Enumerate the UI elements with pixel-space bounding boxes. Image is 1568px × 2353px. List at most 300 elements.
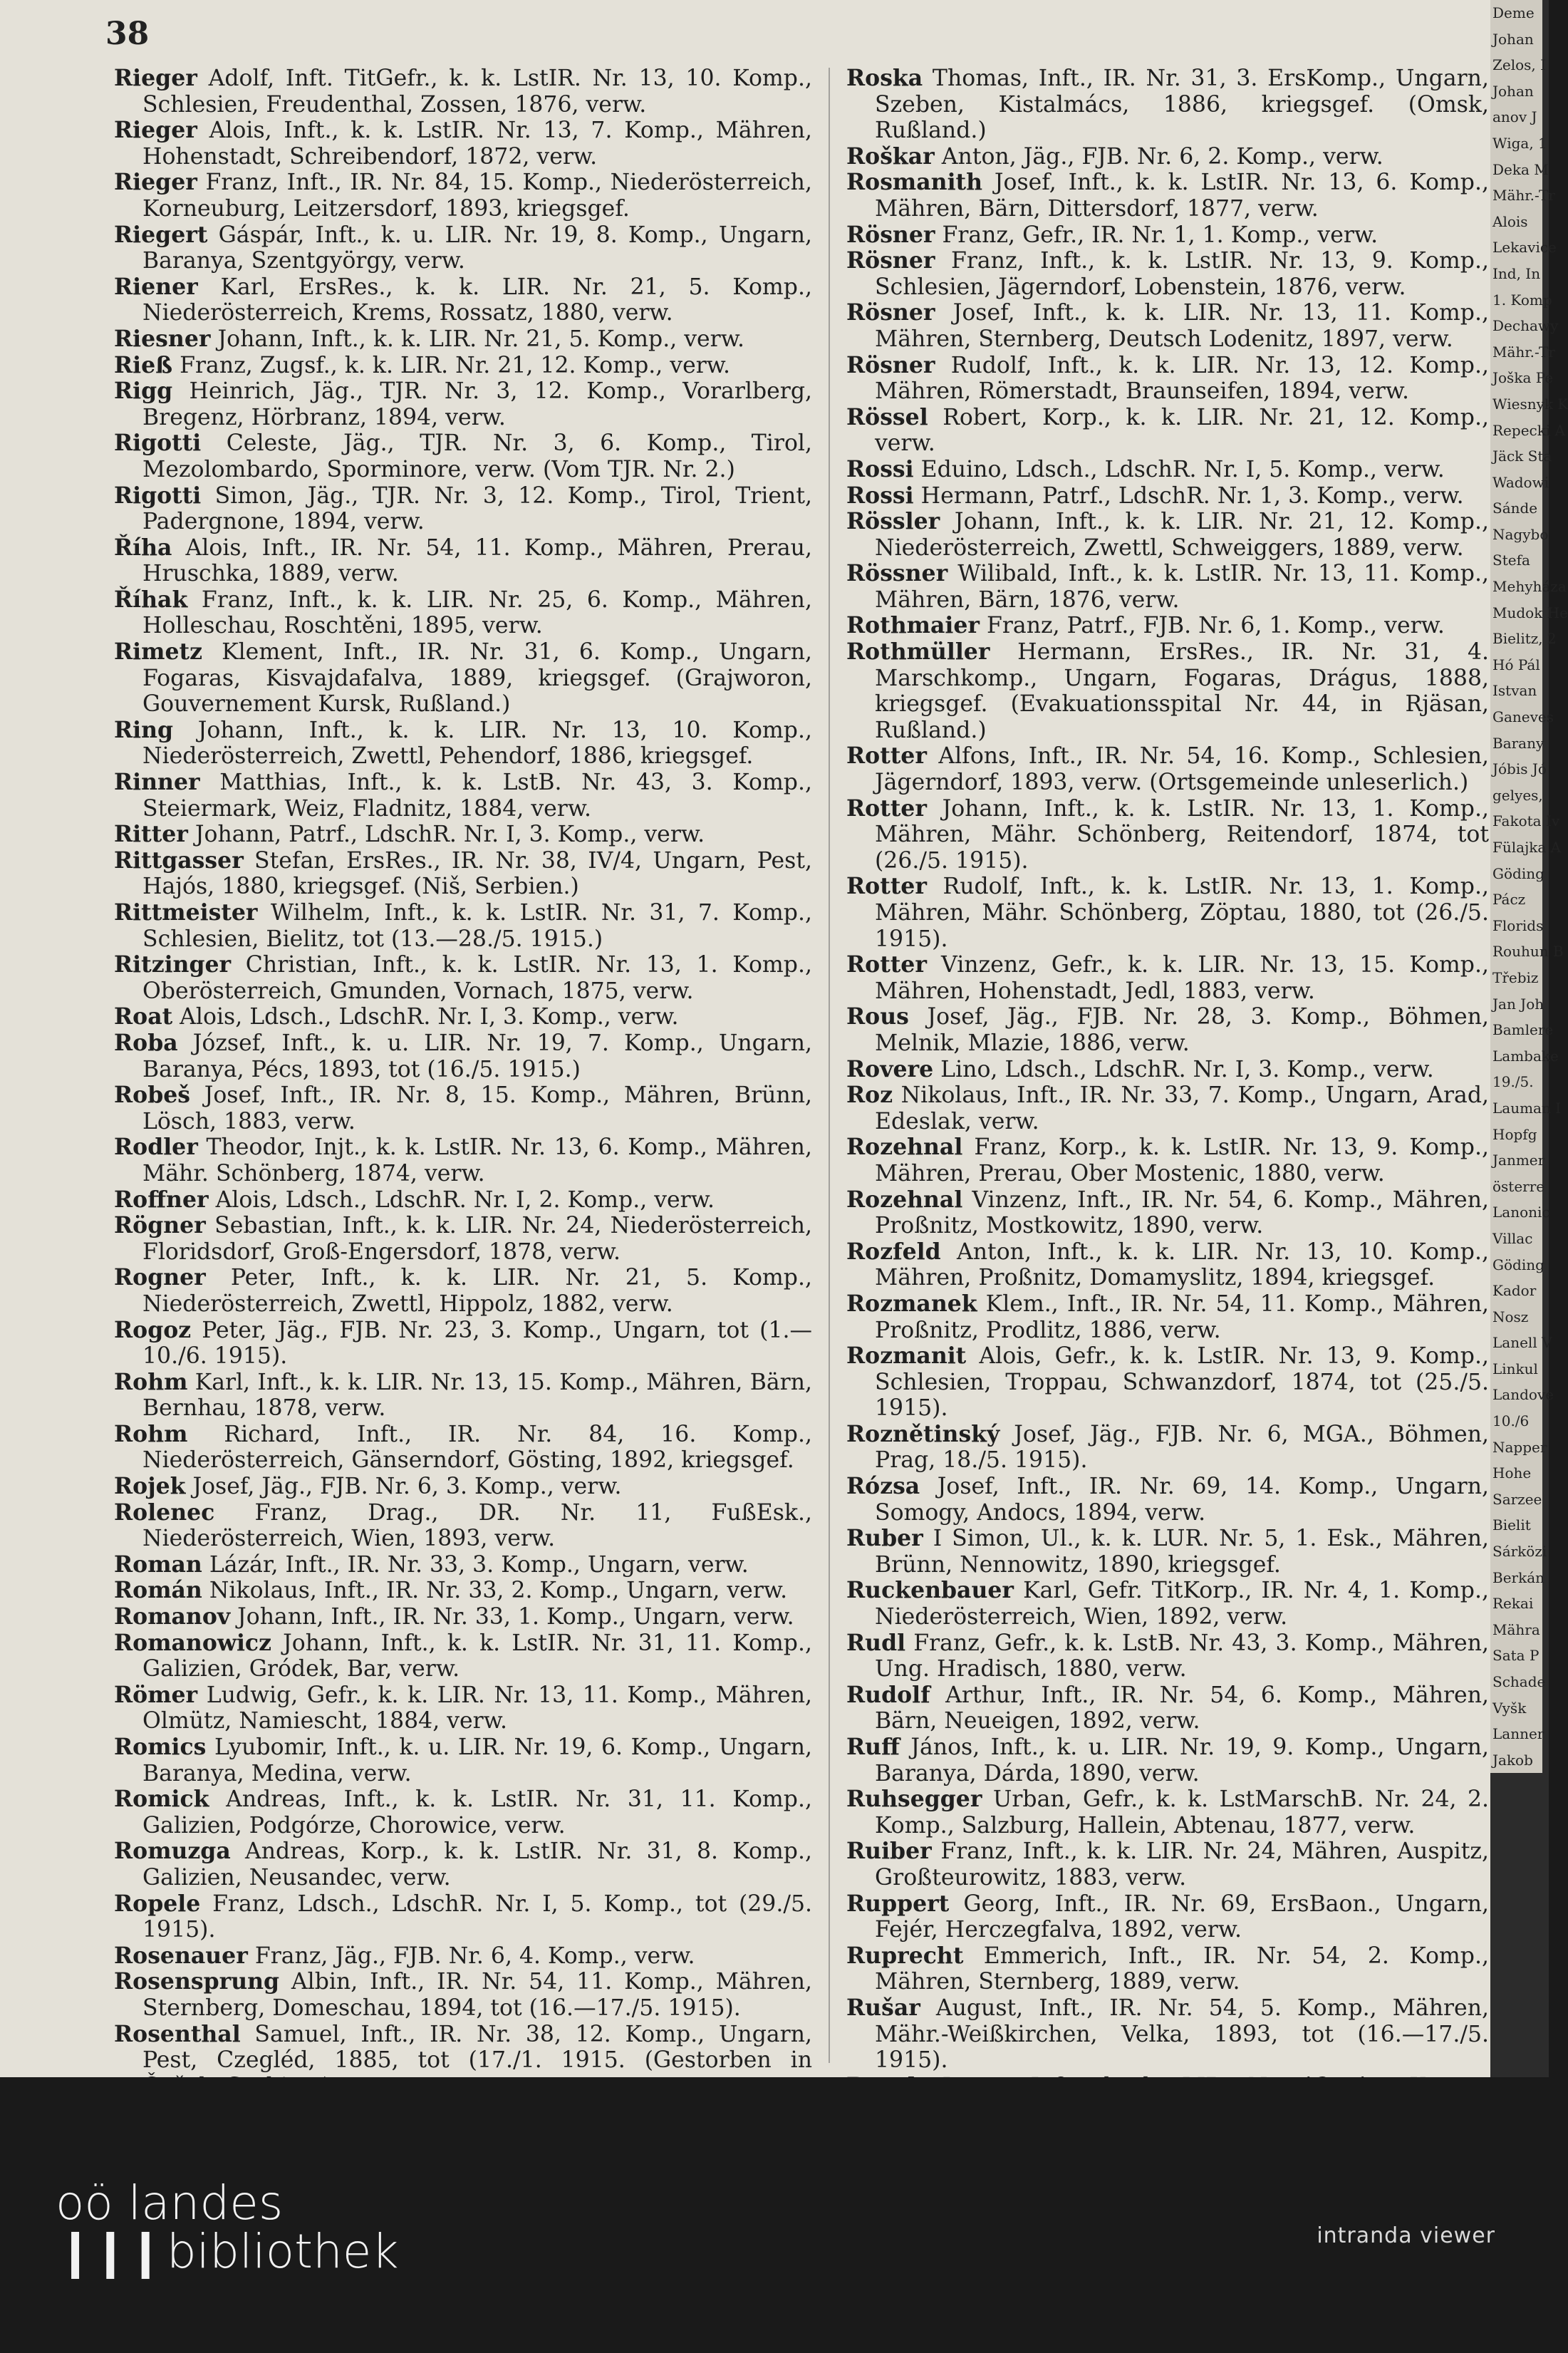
edge-text-fragment: Janmer (1490, 1147, 1542, 1174)
entry-surname: Rigg (114, 378, 173, 405)
register-entry (114, 535, 812, 587)
entry-details: Johann, Inft., k. k. LstIR. Nr. 13, 1. Komp., Mähren, Mähr. Schönberg, Reitendorf, 1874, tot (26./5. 1915). (875, 795, 1489, 874)
entry-surname: Rozmanek (846, 1290, 977, 1317)
entry-surname: Ruprecht (846, 1942, 964, 1969)
edge-text-fragment: Johan (1490, 78, 1542, 105)
entry-surname: Rigotti (114, 430, 202, 457)
entry-surname: Ruber (846, 1525, 923, 1552)
entry-surname: Říhak (114, 586, 188, 613)
register-entry (846, 1943, 1489, 1995)
register-entry (846, 1004, 1489, 1056)
register-entry (114, 222, 812, 274)
entry-surname: Rous (846, 1003, 909, 1030)
register-entry (114, 1891, 812, 1943)
entry-details: Peter, Inft., k. k. LIR. Nr. 21, 5. Komp., Niederösterreich, Zwettl, Hippolz, 1882, verw. (142, 1265, 812, 1317)
entry-surname: Rózsa (846, 1473, 920, 1500)
edge-text-fragment: Deka M (1490, 157, 1542, 183)
register-entry (114, 1082, 812, 1134)
register-entry (846, 1057, 1489, 1083)
edge-text-fragment: Hohe (1490, 1460, 1542, 1486)
edge-text-fragment: Dechawy (1490, 313, 1542, 339)
entry-surname: Rössler (846, 508, 940, 535)
logo-line-1: oö landes (56, 2176, 284, 2230)
edge-text-fragment: 19./5. (1490, 1069, 1542, 1095)
edge-text-fragment: Jóbis Jó (1490, 756, 1542, 782)
adjacent-page-edge (1490, 0, 1568, 2077)
register-entry (846, 1134, 1489, 1186)
entry-surname: Ritter (114, 821, 188, 848)
edge-text-fragment: Vyšk (1490, 1695, 1542, 1722)
register-entry (114, 118, 812, 170)
entry-surname: Rieß (114, 351, 173, 378)
entry-surname: Roman (114, 1551, 202, 1578)
edge-text-fragment: Lanell V (1490, 1330, 1542, 1356)
register-entry (114, 1578, 812, 1604)
entry-surname: Rudl (846, 1629, 906, 1656)
entry-details: Heinrich, Jäg., TJR. Nr. 3, 12. Komp., Vorarlberg, Bregenz, Hörbranz, 1894, verw. (142, 378, 812, 430)
entry-details: Thomas, Inft., IR. Nr. 31, 3. ErsKomp., Ungarn, Szeben, Kistalmács, 1886, kriegsgef. (Omsk, Rußland.) (875, 66, 1489, 144)
column-divider (829, 68, 830, 2063)
register-entry (114, 1630, 812, 1682)
register-entry (846, 1786, 1489, 1839)
entry-surname: Ring (114, 716, 174, 743)
register-entry (114, 718, 812, 770)
register-entry (846, 1630, 1489, 1682)
edge-text-fragment: Lanonic (1490, 1199, 1542, 1226)
entry-details: Franz, Inft., k. k. LstIR. Nr. 13, 9. Komp., Schlesien, Jägerndorf, Lobenstein, 1876, verw. (875, 248, 1489, 300)
entry-details: Johann, Inft., k. k. LIR. Nr. 21, 12. Komp., Niederösterreich, Zwettl, Schweiggers, 1889, verw. (875, 509, 1489, 561)
entry-surname: Rösner (846, 351, 935, 378)
entry-surname: Riesner (114, 325, 211, 352)
entry-surname: Rotter (846, 743, 927, 770)
register-entry (114, 587, 812, 639)
entry-details: János, Inft., k. u. LIR. Nr. 19, 9. Komp., Ungarn, Baranya, Dárda, 1890, verw. (875, 1734, 1489, 1786)
edge-text-fragment: Ganeves (1490, 704, 1542, 730)
register-entry (846, 222, 1489, 249)
entry-details: Rudolf, Inft., k. k. LstIR. Nr. 13, 1. Komp., Mähren, Mähr. Schönberg, Zöptau, 1880, tot (26./5. 1915). (875, 874, 1489, 952)
entry-details: Josef, Jäg., FJB. Nr. 28, 3. Komp., Böhmen, Melnik, Mlazie, 1886, verw. (875, 1004, 1489, 1056)
entry-surname: Römer (114, 1681, 198, 1708)
entry-details: Richard, Inft., IR. Nr. 84, 16. Komp., Niederösterreich, Gänserndorf, Gösting, 1892, kriegsgef. (142, 1421, 812, 1474)
edge-text-fragment: anov J (1490, 104, 1542, 130)
entry-surname: Rössner (846, 560, 948, 587)
entry-details: Karl, ErsRes., k. k. LIR. Nr. 21, 5. Komp., Niederösterreich, Krems, Rossatz, 1880, verw. (142, 274, 812, 326)
entry-details: Josef, Inft., k. k. LIR. Nr. 13, 11. Komp., Mähren, Sternberg, Deutsch Lodenitz, 1897, verw. (875, 300, 1489, 352)
register-entry (846, 1995, 1489, 2074)
register-entry (846, 353, 1489, 405)
register-entry (114, 1134, 812, 1186)
edge-text-fragment: Barany (1490, 730, 1542, 757)
entry-details: Simon, Jäg., TJR. Nr. 3, 12. Komp., Tirol, Trient, Padergnone, 1894, verw. (142, 482, 812, 535)
edge-text-fragment: Sánde (1490, 495, 1542, 522)
edge-text-fragment: Hó Pál (1490, 652, 1542, 678)
entry-details: Franz, Gefr., IR. Nr. 1, 1. Komp., verw. (935, 222, 1379, 248)
register-entry (846, 405, 1489, 457)
register-entry (114, 770, 812, 822)
edge-text-fragment: Lekavice (1490, 234, 1542, 261)
entry-details: Ludwig, Gefr., k. k. LIR. Nr. 13, 11. Komp., Mähren, Olmütz, Namiescht, 1884, verw. (142, 1682, 812, 1734)
entry-surname: Rohm (114, 1420, 188, 1447)
entry-details: Celeste, Jäg., TJR. Nr. 3, 6. Komp., Tirol, Mezolombardo, Sporminore, verw. (Vom TJR. Nr. 2.) (142, 430, 812, 482)
edge-text-fragment: Bielit (1490, 1512, 1542, 1538)
entry-details: Vinzenz, Gefr., k. k. LIR. Nr. 13, 15. Komp., Mähren, Hohenstadt, Jedl, 1883, verw. (875, 952, 1489, 1004)
entry-details: József, Inft., k. u. LIR. Nr. 19, 7. Komp., Ungarn, Baranya, Pécs, 1893, tot (16./5. 1915.) (142, 1030, 812, 1082)
entry-details: Matthias, Inft., k. k. LstB. Nr. 43, 3. Komp., Steiermark, Weiz, Fladnitz, 1884, verw. (142, 770, 812, 822)
edge-text-fragment: Berkán (1490, 1565, 1542, 1591)
entry-surname: Rothmüller (846, 638, 990, 666)
edge-text-fragment: Jakob (1490, 1747, 1542, 1774)
edge-text-fragment: Fülajka A (1490, 834, 1542, 861)
entry-details: Alois, Inft., IR. Nr. 54, 11. Komp., Mähren, Prerau, Hruschka, 1889, verw. (142, 534, 812, 587)
register-entry (846, 170, 1489, 222)
entry-details: Alois, Inft., k. k. LstIR. Nr. 13, 7. Komp., Mähren, Hohenstadt, Schreibendorf, 1872, verw. (142, 118, 812, 170)
register-entry (114, 170, 812, 222)
entry-surname: Roba (114, 1029, 178, 1056)
edge-text-fragment: Pácz (1490, 886, 1542, 913)
register-entry (114, 639, 812, 718)
edge-text-fragment: Lauman I (1490, 1095, 1542, 1122)
entry-details: Franz, Patrf., FJB. Nr. 6, 1. Komp., verw. (980, 613, 1445, 639)
entry-surname: Romuzga (114, 1838, 231, 1865)
edge-text-fragment: Linkul (1490, 1356, 1542, 1382)
register-entry (114, 1604, 812, 1630)
edge-text-fragment: Bamlere (1490, 1017, 1542, 1043)
register-entry (846, 952, 1489, 1004)
edge-text-fragment: 10./6 (1490, 1408, 1542, 1434)
entry-surname: Rossi (846, 482, 914, 509)
register-entry (846, 874, 1489, 952)
edge-text-fragment: Nosz (1490, 1304, 1542, 1330)
edge-text-fragment: Wadowi (1490, 470, 1542, 496)
entry-details: Josef, Inft., k. k. LstIR. Nr. 13, 6. Komp., Mähren, Bärn, Dittersdorf, 1877, verw. (875, 170, 1489, 222)
register-entry (846, 1682, 1489, 1734)
edge-text-fragment: Rouhun B (1490, 938, 1542, 965)
entry-surname: Rösner (846, 247, 935, 274)
entry-surname: Rothmaier (846, 612, 980, 639)
entry-surname: Rösner (846, 221, 935, 248)
entry-details: Rudolf, Inft., k. k. LIR. Nr. 13, 12. Komp., Mähren, Römerstadt, Braunseifen, 1894, verw. (875, 352, 1489, 405)
register-entry (114, 274, 812, 326)
register-entry (846, 1891, 1489, 1943)
register-entry (114, 483, 812, 535)
entry-details: Urban, Gefr., k. k. LstMarschB. Nr. 24, 2. Komp., Salzburg, Hallein, Abtenau, 1877, verw. (875, 1786, 1489, 1839)
edge-text-fragment: Sarzee (1490, 1486, 1542, 1513)
register-entry (846, 1343, 1489, 1422)
entry-details: Peter, Jäg., FJB. Nr. 23, 3. Komp., Ungarn, tot (1.—10./6. 1915). (142, 1317, 812, 1370)
register-entry (114, 1969, 812, 2021)
entry-surname: Rojek (114, 1473, 186, 1500)
register-entry (846, 796, 1489, 874)
entry-surname: Ruppert (846, 1890, 950, 1917)
entry-details: Karl, Gefr. TitKorp., IR. Nr. 4, 1. Komp., Niederösterreich, Wien, 1892, verw. (875, 1578, 1489, 1630)
register-entry (846, 1239, 1489, 1291)
entry-surname: Riener (114, 273, 198, 300)
entry-surname: Rieger (114, 65, 197, 91)
entry-surname: Román (114, 1577, 202, 1604)
entry-details: Josef, Jäg., FJB. Nr. 6, MGA., Böhmen, Prag, 18./5. 1915). (875, 1421, 1489, 1474)
edge-text-fragment: Mähr.-Tr (1490, 182, 1542, 209)
register-entry (114, 848, 812, 900)
entry-details: Sebastian, Inft., k. k. LIR. Nr. 24, Niederösterreich, Floridsdorf, Groß-Engersdorf, 1878, verw. (142, 1213, 812, 1265)
entry-surname: Rossi (846, 455, 914, 482)
entry-surname: Romick (114, 1786, 209, 1813)
edge-text-fragment: Jäck Sta (1490, 443, 1542, 470)
register-entry (114, 822, 812, 848)
register-entry (114, 1187, 812, 1214)
edge-text-fragment: Istvan (1490, 678, 1542, 704)
edge-text-fragment: Bielitz, 2 (1490, 626, 1542, 652)
edge-text-fragment: 1. Komp (1490, 287, 1542, 314)
edge-text-fragment: gelyes, (1490, 782, 1542, 809)
register-entry (846, 1526, 1489, 1578)
register-entry (114, 1943, 812, 1970)
register-entry (846, 613, 1489, 639)
entry-surname: Říha (114, 534, 172, 561)
entry-details: Georg, Inft., IR. Nr. 69, ErsBaon., Ungarn, Fejér, Herczegfalva, 1892, verw. (875, 1891, 1489, 1943)
entry-surname: Rosmanith (846, 169, 982, 196)
entry-details: Gáspár, Inft., k. u. LIR. Nr. 19, 8. Komp., Ungarn, Baranya, Szentgyörgy, verw. (142, 222, 812, 274)
register-entry (846, 509, 1489, 561)
register-entry (846, 1187, 1489, 1239)
entry-surname: Ruckenbauer (846, 1577, 1014, 1604)
entry-surname: Rogoz (114, 1316, 192, 1343)
entry-details: Franz, Inft., IR. Nr. 84, 15. Komp., Niederösterreich, Korneuburg, Leitzersdorf, 1893, kriegsgef. (142, 170, 812, 222)
edge-text-fragment: Göding (1490, 861, 1542, 887)
entry-surname: Rosenauer (114, 1942, 248, 1969)
register-entry (846, 300, 1489, 352)
edge-text-fragment: Jan Joh (1490, 991, 1542, 1018)
library-logo[interactable] (56, 2176, 399, 2279)
entry-details: Franz, Inft., k. k. LIR. Nr. 24, Mähren, Auspitz, Großteurowitz, 1883, verw. (875, 1839, 1489, 1891)
edge-text-fragment: Mähra (1490, 1617, 1542, 1643)
entry-details: Josef, Inft., IR. Nr. 8, 15. Komp., Mähren, Brünn, Lösch, 1883, verw. (142, 1082, 812, 1134)
entry-details: Wilibald, Inft., k. k. LstIR. Nr. 13, 11. Komp., Mähren, Bärn, 1876, verw. (875, 561, 1489, 613)
logo-line-2 (56, 2224, 399, 2279)
register-entry (114, 326, 812, 353)
entry-surname: Rozehnal (846, 1186, 963, 1213)
entry-surname: Rudolf (846, 1681, 930, 1708)
register-entry (846, 248, 1489, 300)
entry-surname: Rössel (846, 403, 928, 430)
register-entry (846, 1291, 1489, 1343)
entry-surname: Rotter (846, 873, 927, 900)
entry-details: Johann, Inft., IR. Nr. 33, 1. Komp., Ungarn, verw. (230, 1604, 794, 1630)
viewer-credit[interactable]: intranda viewer (1317, 2223, 1495, 2248)
entry-details: Wilhelm, Inft., k. k. LstIR. Nr. 31, 7. Komp., Schlesien, Bielitz, tot (13.—28./5. 1915.) (142, 900, 812, 952)
register-entry (846, 457, 1489, 483)
entry-details: Theodor, Injt., k. k. LstIR. Nr. 13, 6. Komp., Mähren, Mähr. Schönberg, 1874, verw. (142, 1134, 812, 1186)
entry-surname: Rigotti (114, 482, 202, 509)
register-entry (114, 1552, 812, 1578)
edge-text-fragment: Rekai (1490, 1591, 1542, 1617)
register-entry (114, 1474, 812, 1500)
edge-text-fragment: Johan (1490, 26, 1542, 53)
entry-details: Andreas, Inft., k. k. LstIR. Nr. 31, 11. Komp., Galizien, Podgórze, Chorowice, verw. (142, 1786, 812, 1839)
register-entry (846, 1839, 1489, 1891)
entry-surname: Roffner (114, 1186, 209, 1213)
entry-surname: Rittmeister (114, 899, 258, 926)
entry-details: Christian, Inft., k. k. LstIR. Nr. 13, 1. Komp., Oberösterreich, Gmunden, Vornach, 1875, verw. (142, 952, 812, 1004)
edge-text-fragment: Lanner (1490, 1721, 1542, 1747)
entry-surname: Rušar (846, 1994, 920, 2021)
edge-text-fragment: Zelos, I (1490, 52, 1542, 78)
entry-surname: Riegert (114, 221, 208, 248)
entry-surname: Romanowicz (114, 1629, 271, 1656)
entry-details: Johann, Patrf., LdschR. Nr. I, 3. Komp., verw. (187, 822, 705, 848)
edge-text-fragment: Göding (1490, 1252, 1542, 1278)
entry-details: Johann, Inft., k. k. LIR. Nr. 21, 5. Komp., verw. (210, 326, 744, 352)
entry-details: Alois, Ldsch., LdschR. Nr. I, 3. Komp., verw. (172, 1004, 679, 1030)
entry-details: Franz, Jäg., FJB. Nr. 6, 4. Komp., verw. (247, 1943, 695, 1969)
entry-surname: Rieger (114, 117, 197, 144)
register-entry (114, 900, 812, 952)
entry-surname: Rovere (846, 1055, 934, 1082)
register-entry (114, 1500, 812, 1552)
entry-details: Lázár, Inft., IR. Nr. 33, 3. Komp., Ungarn, verw. (202, 1551, 749, 1578)
edge-text-fragment: Třebiz (1490, 965, 1542, 991)
entry-details: Eduino, Ldsch., LdschR. Nr. I, 5. Komp., verw. (913, 456, 1445, 482)
entry-details: Hermann, ErsRes., IR. Nr. 31, 4. Marschkomp., Ungarn, Fogaras, Drágus, 1888, kriegsgef. (Evakuationsspital Nr. 44, in Rjäsan, Rußland.) (875, 639, 1489, 743)
entry-details: Hermann, Patrf., LdschR. Nr. 1, 3. Komp., verw. (913, 482, 1464, 509)
entry-surname: Rohm (114, 1368, 188, 1395)
entry-details: Nikolaus, Inft., IR. Nr. 33, 7. Komp., Ungarn, Arad, Edeslak, verw. (875, 1082, 1489, 1134)
entry-surname: Rosensprung (114, 1968, 280, 1995)
edge-text-fragment: Villac (1490, 1226, 1542, 1252)
entry-surname: Rögner (114, 1212, 206, 1239)
entry-surname: Rozfeld (846, 1238, 941, 1265)
entry-details: Lino, Ldsch., LdschR. Nr. I, 3. Komp., verw. (933, 1056, 1434, 1082)
edge-text-fragment: Mudok He (1490, 600, 1542, 626)
entry-details: Andreas, Korp., k. k. LstIR. Nr. 31, 8. Komp., Galizien, Neusandec, verw. (142, 1839, 812, 1891)
entry-details: Alois, Ldsch., LdschR. Nr. I, 2. Komp., verw. (208, 1186, 715, 1213)
register-entry (114, 952, 812, 1004)
register-entry (114, 1682, 812, 1734)
register-entry (846, 1082, 1489, 1134)
entry-surname: Rozehnal (846, 1134, 963, 1161)
edge-text-fragment: Nagybo (1490, 522, 1542, 548)
entry-surname: Roska (846, 65, 923, 91)
edge-text-fragment: Napper (1490, 1434, 1542, 1461)
entry-details: Albin, Inft., IR. Nr. 54, 11. Komp., Mähren, Sternberg, Domeschau, 1894, tot (16.—17./5. 1915). (142, 1969, 812, 2021)
register-entry (114, 66, 812, 118)
register-entry (114, 1839, 812, 1891)
entry-details: August, Inft., IR. Nr. 54, 5. Komp., Mähren, Mähr.-Weißkirchen, Velka, 1893, tot (16.—17./5. 1915). (875, 1995, 1489, 2074)
register-entry (846, 1422, 1489, 1474)
logo-bars-icon: ❙❙❙ (56, 2224, 161, 2279)
entry-surname: Ruff (846, 1734, 900, 1760)
entry-surname: Romics (114, 1734, 207, 1760)
entry-surname: Roznětinský (846, 1420, 1000, 1447)
entry-details: Anton, Jäg., FJB. Nr. 6, 2. Komp., verw. (934, 143, 1383, 170)
register-entry (114, 1004, 812, 1030)
entry-surname: Rodler (114, 1134, 198, 1161)
entry-surname: Rieger (114, 169, 197, 196)
entry-surname: Rotter (846, 951, 927, 978)
edge-text-fragment: österre (1490, 1174, 1542, 1200)
edge-text-fragment: Florids (1490, 913, 1542, 939)
left-column (114, 66, 812, 2126)
entry-details: Klement, Inft., IR. Nr. 31, 6. Komp., Ungarn, Fogaras, Kisvajdafalva, 1889, kriegsgef. (Grajworon, Gouvernement Kursk, Rußland.) (142, 639, 812, 718)
register-entry (846, 144, 1489, 170)
entry-details: Alfons, Inft., IR. Nr. 54, 16. Komp., Schlesien, Jägerndorf, 1893, verw. (Ortsgemeinde unleserlich.) (875, 743, 1489, 796)
register-entry (846, 66, 1489, 144)
entry-surname: Ruiber (846, 1838, 932, 1865)
register-entry (114, 1370, 812, 1422)
entry-surname: Rogner (114, 1264, 206, 1291)
entry-surname: Robeš (114, 1082, 190, 1109)
register-entry (846, 561, 1489, 613)
entry-surname: Roškar (846, 143, 935, 170)
entry-surname: Rotter (846, 795, 927, 822)
register-entry (846, 483, 1489, 510)
entry-details: Stefan, ErsRes., IR. Nr. 38, IV/4, Ungarn, Pest, Hajós, 1880, kriegsgef. (Niš, Serbien.) (142, 847, 812, 900)
edge-text-fragment: Hopfg (1490, 1122, 1542, 1148)
entry-details: Klem., Inft., IR. Nr. 54, 11. Komp., Mähren, Proßnitz, Prodlitz, 1886, verw. (875, 1291, 1489, 1343)
edge-text-fragment: Kador (1490, 1278, 1542, 1304)
register-entry (846, 1578, 1489, 1630)
register-entry (114, 1422, 812, 1474)
entry-details: Franz, Gefr., k. k. LstB. Nr. 43, 3. Komp., Mähren, Ung. Hradisch, 1880, verw. (875, 1630, 1489, 1682)
edge-text-fragment: Wiga, 1 (1490, 130, 1542, 157)
edge-text-fragment: Wiesnyk K (1490, 391, 1542, 418)
register-entry (114, 1213, 812, 1265)
entry-surname: Roz (846, 1082, 893, 1109)
register-entry (114, 1734, 812, 1786)
entry-surname: Roat (114, 1003, 173, 1030)
edge-text-fragment: Schade (1490, 1669, 1542, 1695)
entry-details: Franz, Inft., k. k. LIR. Nr. 25, 6. Komp., Mähren, Holleschau, Roschtěni, 1895, verw. (142, 586, 812, 639)
entry-details: Franz, Ldsch., LdschR. Nr. I, 5. Komp., tot (29./5. 1915). (142, 1891, 812, 1943)
entry-surname: Romanov (114, 1603, 231, 1630)
entry-surname: Rösner (846, 299, 935, 326)
edge-text-fragment: Lambake (1490, 1043, 1542, 1070)
register-entry (114, 1030, 812, 1082)
entry-surname: Ruhsegger (846, 1786, 982, 1813)
entry-details: Josef, Jäg., FJB. Nr. 6, 3. Komp., verw. (185, 1474, 622, 1500)
register-entry (846, 639, 1489, 743)
entry-details: Adolf, Inft. TitGefr., k. k. LstIR. Nr. 13, 10. Komp., Schlesien, Freudenthal, Zossen, 1876, verw. (142, 66, 812, 118)
register-entry (114, 430, 812, 482)
edge-text-fragment: Alois (1490, 209, 1542, 235)
edge-text-fragment: Mehyháza (1490, 574, 1542, 600)
edge-text-fragment: Sata P (1490, 1643, 1542, 1669)
register-entry (114, 1786, 812, 1839)
entry-surname: Rozmanit (846, 1343, 967, 1370)
entry-surname: Rosenthal (114, 2020, 241, 2047)
register-entry (114, 1265, 812, 1317)
entry-details: Robert, Korp., k. k. LIR. Nr. 21, 12. Komp., verw. (875, 404, 1489, 457)
edge-text-fragment: Joška Pe (1490, 365, 1542, 391)
entry-surname: Rolenec (114, 1499, 215, 1526)
entry-details: Johann, Inft., k. k. LstIR. Nr. 31, 11. Komp., Galizien, Gródek, Bar, verw. (142, 1630, 812, 1682)
entry-details: Johann, Inft., k. k. LIR. Nr. 13, 10. Komp., Niederösterreich, Zwettl, Pehendorf, 1886, kriegsgef. (142, 717, 812, 770)
edge-text-fragment: Mähr.-Tr (1490, 339, 1542, 366)
entry-details: Vinzenz, Inft., IR. Nr. 54, 6. Komp., Mähren, Proßnitz, Mostkowitz, 1890, verw. (875, 1186, 1489, 1239)
edge-text-fragment: Sárközi (1490, 1538, 1542, 1565)
edge-text-fragment: Landove (1490, 1382, 1542, 1408)
entry-surname: Rinner (114, 769, 200, 796)
entry-details: I Simon, Ul., k. k. LUR. Nr. 5, 1. Esk., Mähren, Brünn, Nennowitz, 1890, kriegsgef. (875, 1526, 1489, 1578)
entry-details: Emmerich, Inft., IR. Nr. 54, 2. Komp., Mähren, Sternberg, 1889, verw. (875, 1943, 1489, 1995)
entry-surname: Ropele (114, 1890, 201, 1917)
entry-details: Alois, Gefr., k. k. LstIR. Nr. 13, 9. Komp., Schlesien, Troppau, Schwanzdorf, 1874, tot (25./5. 1915). (875, 1343, 1489, 1422)
entry-details: Arthur, Inft., IR. Nr. 54, 6. Komp., Mähren, Bärn, Neueigen, 1892, verw. (875, 1682, 1489, 1734)
entry-surname: Rittgasser (114, 847, 244, 874)
register-entry (846, 743, 1489, 795)
register-entry (846, 1474, 1489, 1526)
entry-details: Anton, Inft., k. k. LIR. Nr. 13, 10. Komp., Mähren, Proßnitz, Domamyslitz, 1894, kriegsgef. (875, 1238, 1489, 1291)
register-entry (114, 353, 812, 379)
